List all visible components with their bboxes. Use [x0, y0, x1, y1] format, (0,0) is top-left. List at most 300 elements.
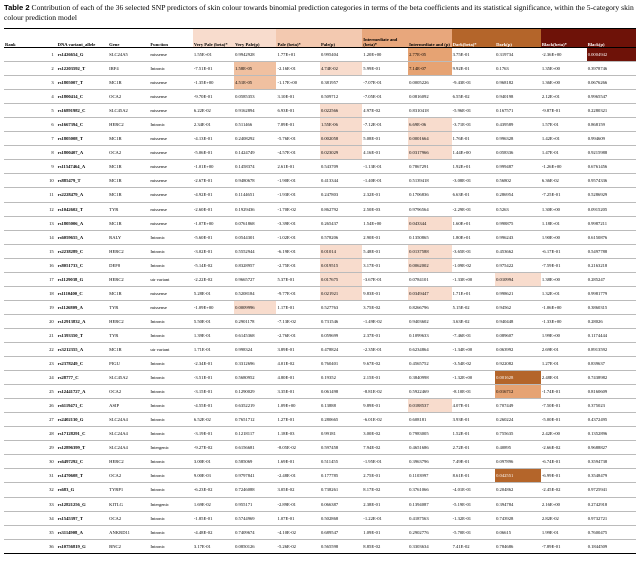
black-p-cell: 0.8913592: [587, 347, 608, 352]
pale-p-cell: 0.578206: [320, 234, 339, 240]
function-cell: missense: [150, 206, 167, 212]
rank-cell: 34: [49, 515, 54, 521]
dark-beta-cell: -3.65E-01: [452, 248, 472, 254]
black-p-cell: 0.2742918: [587, 501, 608, 507]
table-row: [4, 497, 636, 511]
gene-cell: MC1R: [109, 192, 122, 198]
dark-p-cell: 0.097896: [496, 459, 514, 465]
gene-cell: RALY: [109, 234, 122, 240]
rank-cell: 19: [49, 304, 54, 310]
function-cell: Intronic: [150, 403, 165, 409]
function-cell: Intronic: [150, 417, 165, 423]
intermediate-beta-cell: 7.94E-02: [363, 445, 381, 451]
gene-cell: OCA2: [109, 473, 122, 479]
snp-cell: rs1805007_T: [57, 80, 83, 86]
gene-cell: TYR: [109, 206, 119, 212]
intermediate-beta-cell: 8.17E-02: [363, 487, 381, 493]
header-very-pale-beta: Very Pale (beta)*: [193, 29, 234, 48]
dark-p-cell: 0.922082: [496, 361, 514, 367]
rank-cell: 6: [51, 122, 54, 128]
gene-cell: SLC24A5: [109, 52, 128, 58]
function-cell: Intronic: [150, 487, 165, 493]
gene-cell: SLC24A4: [109, 417, 128, 423]
dark-beta-cell: -5.96E-01: [452, 108, 472, 114]
very-pale-beta-cell: -2.67E-01: [193, 178, 213, 184]
rank-cell: 16: [49, 262, 54, 268]
gene-cell: SLC24A4: [109, 431, 128, 437]
dark-beta-cell: -3.08E-01: [452, 178, 472, 184]
intermediate-p-cell: 6.69E-06: [408, 118, 452, 132]
very-pale-p-cell: 0.2901178: [235, 318, 255, 324]
pale-p-cell: 0.19352: [320, 375, 336, 381]
rank-cell: 21: [49, 332, 54, 338]
function-cell: Intronic: [150, 431, 165, 437]
pale-p-cell: 0.021921: [320, 286, 362, 300]
snp-cell: rs17128291_C: [57, 431, 86, 437]
pale-beta-cell: 3.89E-01: [277, 347, 295, 352]
very-pale-beta-cell: -1.85E-01: [193, 515, 213, 521]
very-pale-p-cell: 0.7246088: [235, 487, 255, 493]
gene-cell: MC1R: [109, 220, 122, 226]
intermediate-beta-cell: 1.20E+00: [363, 52, 382, 58]
pale-p-cell: 0.862792: [320, 206, 339, 212]
very-pale-beta-cell: -3.15E-01: [193, 389, 213, 395]
rank-cell: 9: [51, 164, 54, 170]
gene-cell: TYRP1: [109, 487, 124, 493]
very-pale-p-cell: 0.5208184: [235, 290, 255, 296]
snp-cell: rs1800414_C: [57, 94, 84, 100]
table-row: [4, 160, 636, 174]
snp-cell: rs1426654_G: [57, 52, 84, 58]
black-beta-cell: 1.38E+00: [541, 276, 560, 282]
very-pale-p-cell: 4.51E-05: [234, 76, 276, 90]
very-pale-p-cell: 0.0850126: [235, 543, 255, 549]
function-cell: missense: [150, 164, 167, 170]
table-caption: [4, 3, 634, 23]
black-beta-cell: 1.47E-01: [541, 150, 559, 156]
black-beta-cell: -2.45E-02: [541, 487, 561, 493]
table-row: [4, 413, 636, 427]
dark-p-cell: 0.94562: [496, 304, 512, 310]
dark-beta-cell: 5.15E-02: [452, 304, 470, 310]
header-pale-beta: Pale (beta)*: [276, 29, 320, 48]
snp-cell: rs6059655_A: [57, 234, 84, 240]
black-beta-cell: 2.82E-02: [541, 515, 559, 521]
intermediate-beta-cell: -7.12E-01: [363, 122, 382, 128]
function-cell: utr variant: [150, 347, 170, 352]
dark-beta-cell: -1.34E+00: [452, 347, 473, 352]
table-row: [4, 118, 636, 132]
header-intermediate-p: Intermediate and (p): [408, 29, 452, 48]
intermediate-p-cell: 0.0349447: [408, 286, 452, 300]
gene-cell: SLC24A4: [109, 445, 128, 451]
pale-beta-cell: -1.70E-02: [277, 206, 296, 212]
pale-beta-cell: 1.69E-01: [277, 459, 295, 465]
very-pale-p-cell: 0.9797841: [235, 473, 255, 479]
dark-beta-cell: 1.60E+01: [452, 220, 471, 226]
pale-p-cell: 0.731546: [320, 318, 339, 324]
dark-p-cell: 0.996243: [496, 234, 514, 240]
pale-p-cell: 0.511455: [320, 459, 338, 465]
very-pale-beta-cell: 5.50E-01: [193, 318, 211, 324]
dark-p-cell: 0.439589: [496, 122, 514, 128]
black-p-cell: 0.994609: [587, 136, 605, 142]
pale-beta-cell: 6.93E-01: [277, 108, 295, 114]
very-pale-beta-cell: -6.23E-02: [193, 487, 213, 493]
table-row: [4, 455, 636, 469]
function-cell: missense: [150, 304, 167, 310]
dark-beta-cell: 3.63E-02: [452, 318, 470, 324]
pale-p-cell: 0.177785: [320, 473, 339, 479]
header-black-beta: Black(beta)*: [541, 29, 587, 48]
black-beta-cell: -7.89E-01: [541, 543, 561, 549]
very-pale-p-cell: 0.998324: [235, 347, 253, 352]
black-beta-cell: -1.06E+00: [541, 304, 562, 310]
function-cell: missense: [150, 136, 167, 142]
intermediate-beta-cell: 4.97E-02: [363, 108, 381, 114]
gene-cell: HERC2: [109, 459, 124, 465]
black-p-cell: 0.9987211: [587, 220, 608, 226]
rank-cell: 5: [51, 108, 54, 114]
rank-cell: 14: [49, 234, 54, 240]
pale-beta-cell: 2.61E-01: [277, 164, 295, 170]
pale-p-cell: 0.002058: [320, 132, 362, 146]
very-pale-p-cell: 0.0009996: [234, 300, 276, 314]
function-cell: missense: [150, 80, 167, 86]
dark-beta-cell: -1.09E-02: [452, 262, 472, 268]
very-pale-p-cell: 0.9480678: [235, 178, 255, 184]
black-p-cell: 0.9965547: [587, 94, 608, 100]
dark-p-cell: 0.058336: [496, 150, 514, 156]
very-pale-p-cell: 1.58E-05: [234, 62, 276, 76]
black-p-cell: 0.0004942: [587, 48, 636, 62]
pale-beta-cell: 3.35E-01: [277, 389, 295, 395]
very-pale-beta-cell: 6.22E-02: [193, 108, 211, 114]
pale-p-cell: 0.509712: [320, 94, 339, 100]
intermediate-p-cell: 0.4651686: [409, 445, 429, 451]
intermediate-p-cell: 0.9796564: [409, 206, 429, 212]
black-p-cell: 0.0915205: [587, 206, 608, 212]
dark-p-cell: 0.001628: [495, 371, 541, 385]
rank-cell: 13: [49, 220, 54, 226]
intermediate-beta-cell: -1.95E-01: [363, 459, 382, 465]
intermediate-beta-cell: -1.40E-01: [363, 178, 382, 184]
very-pale-beta-cell: -4.48E-02: [193, 529, 213, 535]
black-beta-cell: -5.00E-01: [541, 417, 561, 423]
very-pale-p-cell: 0.0544301: [235, 234, 255, 240]
table-row: [4, 146, 636, 160]
snp-cell: rs12896399_T: [57, 445, 86, 451]
intermediate-p-cell: 0.1099633: [409, 332, 429, 338]
table-row: [4, 258, 636, 272]
black-beta-cell: -7.25E-01: [541, 192, 561, 198]
gene-cell: BNC2: [109, 543, 121, 549]
table-row: [4, 357, 636, 371]
intermediate-beta-cell: 8.85E-02: [363, 543, 381, 549]
dark-p-cell: 0.063992: [496, 347, 514, 352]
dark-beta-cell: 1.76E-01: [452, 136, 470, 142]
very-pale-beta-cell: -5.14E-02: [193, 262, 213, 268]
table-row: [4, 90, 636, 104]
pale-p-cell: 0.022566: [320, 104, 362, 118]
dark-beta-cell: 1.52E-01: [452, 431, 470, 437]
intermediate-beta-cell: 2.90E-01: [363, 234, 381, 240]
header-intermediate-beta: Intermediate and (beta)*: [362, 29, 408, 48]
intermediate-p-cell: 0.3963796: [409, 459, 429, 465]
rank-cell: 2: [51, 66, 54, 72]
very-pale-p-cell: 0.1424749: [235, 150, 255, 156]
snp-cell: rs885479_T: [57, 178, 81, 184]
intermediate-p-cell: 0.1103997: [409, 473, 429, 479]
pale-beta-cell: -1.17E+00: [277, 80, 297, 86]
dark-p-cell: 0.042551: [495, 469, 541, 483]
gene-cell: MC1R: [109, 80, 122, 86]
pale-beta-cell: 4.01E-02: [277, 361, 295, 367]
snp-cell: rs1470608_T: [57, 473, 83, 479]
dark-beta-cell: 3.75E-01: [452, 52, 470, 58]
dark-p-cell: 0.996328: [496, 136, 514, 142]
intermediate-beta-cell: -1.13E-01: [363, 164, 382, 170]
pale-beta-cell: -4.57E-01: [277, 150, 296, 156]
gene-cell: TYR: [109, 332, 119, 338]
intermediate-p-cell: 0.043344: [408, 216, 452, 230]
pale-beta-cell: -4.10E-02: [277, 529, 296, 535]
function-cell: Intronic: [150, 389, 165, 395]
intermediate-p-cell: 0.0188537: [408, 399, 452, 413]
black-p-cell: 0.8160609: [587, 389, 608, 395]
gene-cell: PIGU: [109, 361, 120, 367]
black-p-cell: 0.3860315: [587, 304, 608, 310]
black-beta-cell: 2.12E+01: [541, 94, 560, 100]
very-pale-p-cell: 0.5744969: [235, 515, 255, 521]
rank-cell: 26: [49, 403, 54, 409]
very-pale-beta-cell: 2.34E-01: [193, 122, 211, 128]
rank-cell: 8: [51, 150, 54, 156]
very-pale-p-cell: 0.6156681: [235, 445, 255, 451]
dark-p-cell: 0.999487: [496, 164, 514, 170]
black-beta-cell: 1.35E+00: [541, 66, 560, 72]
function-cell: Intronic: [150, 248, 165, 254]
pale-p-cell: 0.99181: [320, 431, 336, 437]
very-pale-p-cell: 0.8328957: [235, 262, 255, 268]
pale-beta-cell: 5.37E-01: [277, 276, 295, 282]
table-row: [4, 230, 636, 244]
gene-cell: SLC45A2: [109, 108, 128, 114]
header-dark-beta: Dark(beta)*: [452, 29, 496, 48]
function-cell: Intergenic: [150, 501, 169, 507]
dark-p-cell: 0.453662: [496, 248, 514, 254]
dark-beta-cell: -1.32E-01: [452, 515, 472, 521]
pale-beta-cell: -2.48E-01: [277, 473, 296, 479]
very-pale-beta-cell: -1.01E+00: [193, 164, 214, 170]
dark-p-cell: 0.010994: [495, 272, 541, 286]
rank-cell: 30: [49, 459, 54, 465]
dark-p-cell: 0.394784: [496, 501, 514, 507]
pale-p-cell: 0.597458: [320, 445, 339, 451]
very-pale-beta-cell: -4.55E-01: [193, 403, 213, 409]
pale-beta-cell: 3.10E-01: [277, 94, 295, 100]
very-pale-p-cell: 0.2408292: [235, 136, 255, 142]
table-row: [4, 371, 636, 385]
black-p-cell: 0.0676266: [587, 80, 608, 86]
very-pale-beta-cell: -7.51E-01: [193, 66, 213, 72]
intermediate-beta-cell: -2.35E-01: [363, 347, 382, 352]
gene-cell: MC1R: [109, 290, 122, 296]
very-pale-beta-cell: -1.09E+00: [193, 304, 214, 310]
dark-p-cell: 0.975422: [496, 262, 514, 268]
very-pale-beta-cell: 3.17E-01: [193, 543, 211, 549]
table-row: [4, 385, 636, 399]
dark-p-cell: 0.319734: [496, 52, 514, 58]
table-row: [4, 314, 636, 328]
gene-cell: MC1R: [109, 164, 122, 170]
table-row: [4, 441, 636, 455]
table-row: [4, 188, 636, 202]
pale-p-cell: 0.01014: [320, 244, 362, 258]
very-pale-p-cell: 0.6352219: [235, 403, 255, 409]
snp-cell: rs683_G: [57, 487, 75, 493]
snp-cell: rs3114908_A: [57, 529, 83, 535]
very-pale-p-cell: 0.9162894: [235, 108, 255, 114]
intermediate-p-cell: 0.0137588: [408, 244, 452, 258]
function-cell: Intronic: [150, 332, 165, 338]
very-pale-beta-cell: -1.35E+00: [193, 80, 214, 86]
black-beta-cell: -6.74E-01: [541, 459, 561, 465]
rank-cell: 33: [49, 501, 54, 507]
intermediate-p-cell: 0.608181: [409, 417, 427, 423]
intermediate-beta-cell: 1.54E+00: [363, 220, 382, 226]
rank-cell: 17: [49, 276, 54, 282]
very-pale-beta-cell: -2.60E-01: [193, 206, 213, 212]
rank-cell: 31: [49, 473, 54, 479]
intermediate-beta-cell: -7.07E-01: [363, 80, 382, 86]
caption-text: Contribution of each of the 36 selected SNP predictors of skin colour towards binomial prediction categories in terms of the beta coefficients and its statistical significance, within the 5-category skin colour prediction model: [4, 3, 634, 22]
black-beta-cell: -1.74E-01: [541, 389, 561, 395]
function-cell: Intronic: [150, 262, 165, 268]
black-beta-cell: 1.57E-01: [541, 122, 559, 128]
very-pale-p-cell: 0.3312696: [235, 361, 255, 367]
black-p-cell: 0.3978746: [587, 66, 608, 72]
dark-p-cell: 0.06615: [496, 529, 512, 535]
black-beta-cell: -6.99E-01: [541, 473, 561, 479]
intermediate-p-cell: 0.3761066: [409, 487, 429, 493]
pale-p-cell: 0.059699: [320, 332, 339, 338]
table-row: [4, 427, 636, 441]
dark-p-cell: 0.940448: [496, 318, 514, 324]
very-pale-p-cell: 0.1218117: [235, 431, 255, 437]
pale-p-cell: 0.280665: [320, 417, 339, 423]
dark-p-cell: 0.1763: [496, 66, 509, 72]
intermediate-beta-cell: -6.01E-02: [363, 417, 382, 423]
function-cell: missense: [150, 52, 167, 58]
pale-p-cell: 0.061498: [320, 389, 339, 395]
pale-p-cell: 0.738261: [320, 487, 339, 493]
intermediate-beta-cell: 2.37E-01: [363, 332, 381, 338]
dark-p-cell: 0.016712: [495, 385, 541, 399]
pale-p-cell: 0.527763: [320, 304, 339, 310]
snp-cell: rs2228479_A: [57, 192, 84, 198]
pale-beta-cell: -2.75E-01: [277, 262, 296, 268]
rank-cell: 25: [49, 389, 54, 395]
dark-beta-cell: -7.46E-01: [452, 332, 472, 338]
dark-beta-cell: -8.10E-01: [452, 389, 472, 395]
dark-beta-cell: 7.49E-01: [452, 459, 470, 465]
pale-beta-cell: -7.13E-02: [277, 318, 296, 324]
very-pale-p-cell: 0.585069: [235, 459, 253, 465]
black-beta-cell: 1.99E+00: [541, 332, 560, 338]
black-p-cell: 0.839637: [587, 361, 605, 367]
gene-cell: HERC2: [109, 318, 124, 324]
table-row: [4, 539, 636, 553]
very-pale-p-cell: 0.7651712: [235, 417, 255, 423]
intermediate-beta-cell: 1.09E-01: [363, 529, 381, 535]
dark-p-cell: 0.204862: [496, 487, 514, 493]
header-gene: Gene: [109, 42, 120, 47]
rank-cell: 29: [49, 445, 54, 451]
very-pale-p-cell: 0.6145368: [235, 332, 255, 338]
gene-cell: HERC2: [109, 248, 124, 254]
dark-beta-cell: 1.71E+01: [452, 290, 471, 296]
intermediate-p-cell: 0.8310418: [409, 108, 429, 114]
header-function: Function: [150, 42, 168, 47]
dark-p-cell: 0.998875: [496, 220, 514, 226]
dark-beta-cell: -3.71E-01: [452, 122, 472, 128]
dark-p-cell: 0.940198: [496, 94, 514, 100]
snp-cell: rs28777_C: [57, 375, 79, 381]
gene-cell: OCA2: [109, 94, 122, 100]
dark-p-cell: 0.998621: [496, 290, 514, 296]
table-row: [4, 300, 636, 314]
table-row: [4, 511, 636, 525]
very-pale-beta-cell: 1.71E-01: [193, 347, 211, 352]
pale-p-cell: 0.565598: [320, 543, 339, 549]
snp-table: [4, 28, 636, 554]
table-row: [4, 104, 636, 118]
dark-beta-cell: 8.61E-01: [452, 473, 470, 479]
very-pale-beta-cell: -3.51E-01: [193, 375, 213, 381]
intermediate-p-cell: 0.9403602: [409, 318, 429, 324]
very-pale-p-cell: 0.5552944: [235, 248, 255, 254]
function-cell: Intronic: [150, 66, 165, 72]
pale-p-cell: 0.478824: [320, 347, 339, 352]
very-pale-p-cell: 0.1929436: [235, 206, 255, 212]
black-beta-cell: 2.69E-01: [541, 347, 559, 352]
pale-beta-cell: -2.76E-01: [277, 332, 296, 338]
rank-cell: 15: [49, 248, 54, 254]
rank-cell: 11: [49, 192, 54, 198]
rank-cell: 32: [49, 487, 54, 493]
black-p-cell: 0.9574336: [587, 178, 608, 184]
table-row: [4, 132, 636, 146]
very-pale-p-cell: 0.5680952: [235, 375, 255, 381]
black-p-cell: 0.5497788: [587, 248, 608, 254]
black-beta-cell: 2.48E-01: [541, 375, 559, 381]
very-pale-beta-cell: -9.27E-02: [193, 445, 213, 451]
function-cell: missense: [150, 178, 167, 184]
gene-cell: OCA2: [109, 389, 122, 395]
very-pale-beta-cell: 1.69E-02: [193, 501, 211, 507]
pale-p-cell: 0.247803: [320, 192, 339, 198]
gene-cell: IRF4: [109, 66, 119, 72]
intermediate-beta-cell: 2.32E-01: [363, 192, 381, 198]
pale-p-cell: 4.74E-02: [320, 62, 362, 76]
very-pale-p-cell: 0.1290029: [235, 389, 255, 395]
snp-cell: rs2238289_C: [57, 248, 84, 254]
pale-p-cell: 0.023029: [320, 146, 362, 160]
gene-cell: MC1R: [109, 136, 122, 142]
very-pale-beta-cell: 3.00E-01: [193, 459, 211, 465]
pale-p-cell: 0.502868: [320, 515, 339, 521]
